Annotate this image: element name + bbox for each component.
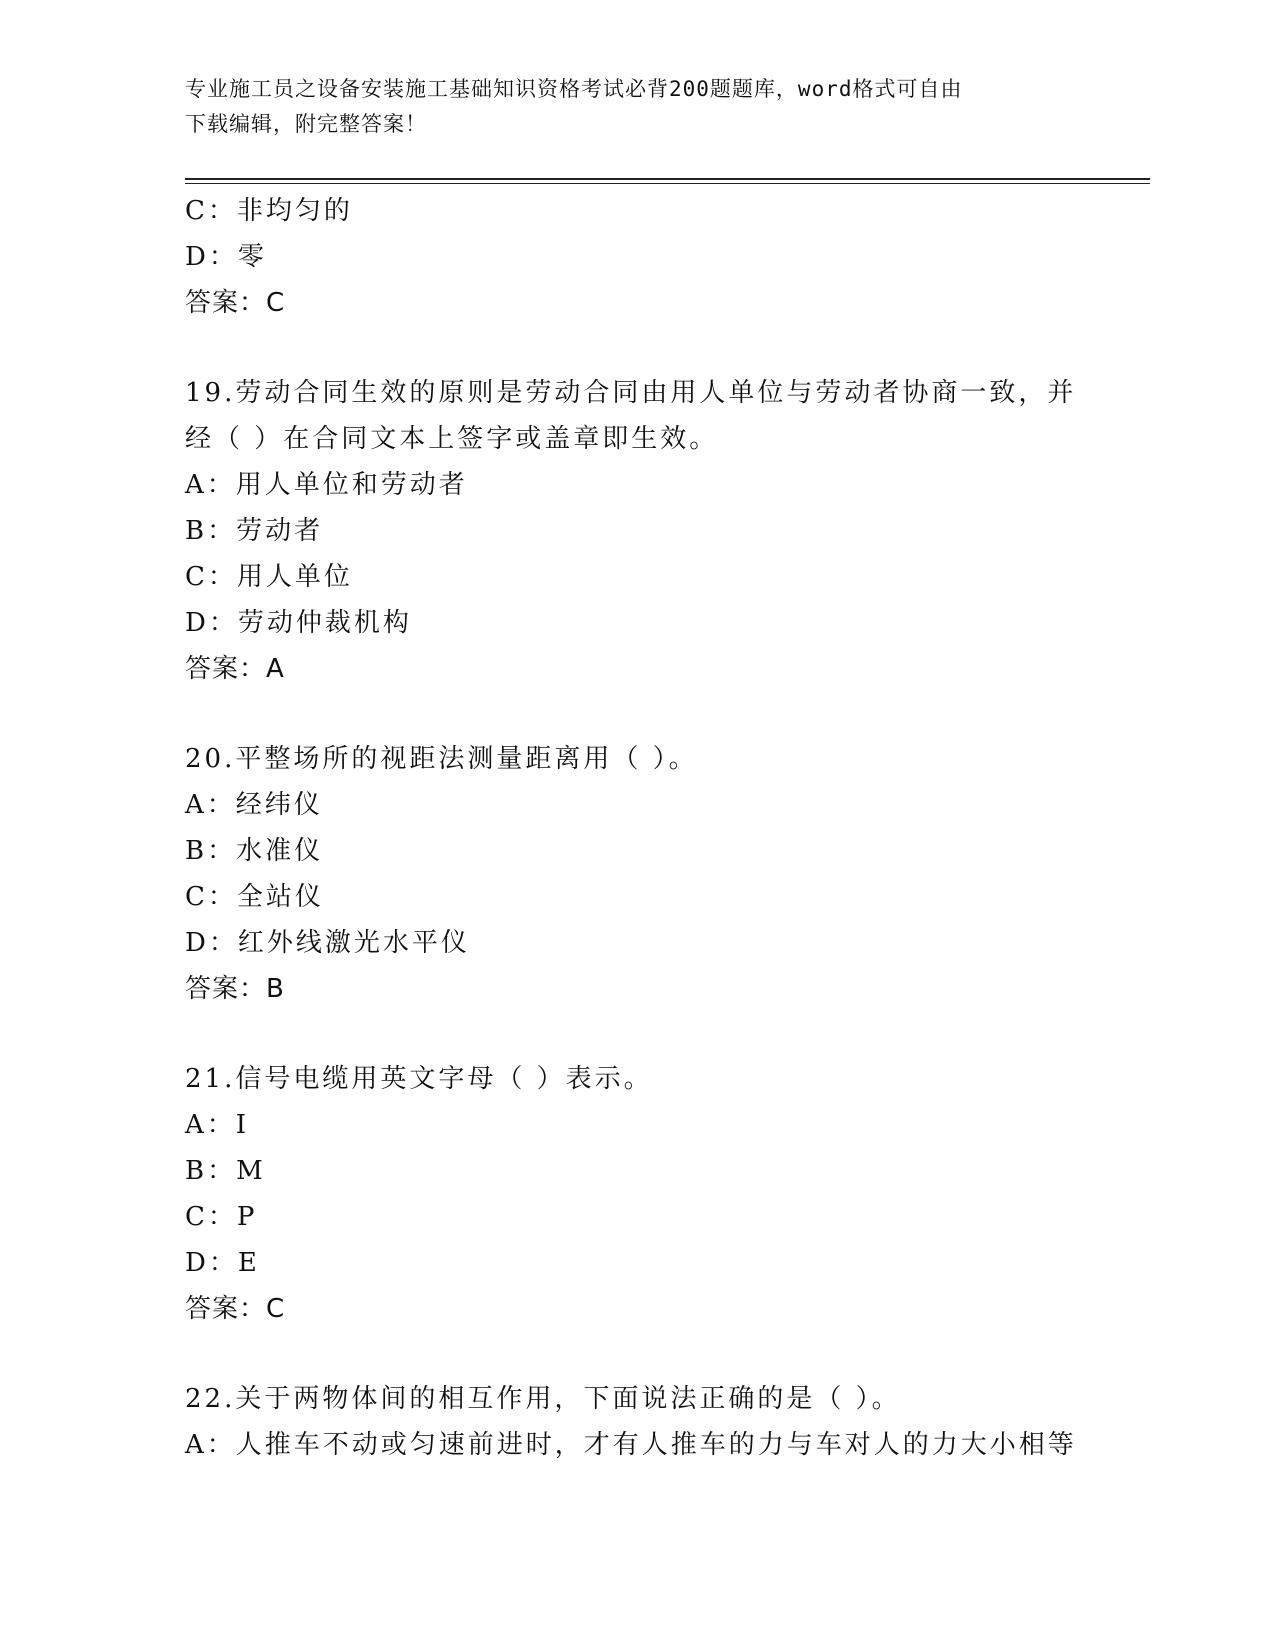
answer-line: 答案：C <box>185 288 286 318</box>
option-line: C：用人单位 <box>185 562 353 592</box>
option-line: D：劳动仲裁机构 <box>185 608 412 638</box>
spacer <box>185 692 1085 736</box>
page-header <box>185 72 1065 142</box>
option-line: D：红外线激光水平仪 <box>185 928 470 958</box>
spacer <box>185 1332 1085 1376</box>
question-stem: 21.信号电缆用英文字母（ ）表示。 <box>185 1064 653 1094</box>
question-body <box>185 188 1085 1468</box>
question-18-tail <box>185 188 1085 326</box>
question-19 <box>185 370 1085 692</box>
option-line: C：P <box>185 1202 258 1232</box>
option-line: C：全站仪 <box>185 882 324 912</box>
option-line: D：E <box>185 1248 260 1278</box>
option-line: A：I <box>185 1110 250 1140</box>
question-20 <box>185 736 1085 1012</box>
option-line: B：劳动者 <box>185 516 324 546</box>
answer-line: 答案：B <box>185 974 285 1004</box>
question-stem: 19.劳动合同生效的原则是劳动合同由用人单位与劳动者协商一致，并 <box>185 378 1077 408</box>
question-21 <box>185 1056 1085 1332</box>
answer-line: 答案：C <box>185 1294 286 1324</box>
header-rule-thin <box>185 183 1150 184</box>
option-line: A：用人单位和劳动者 <box>185 470 468 500</box>
option-line: C：非均匀的 <box>185 196 353 226</box>
spacer <box>185 1012 1085 1056</box>
option-line: A：人推车不动或匀速前进时，才有人推车的力与车对人的力大小相等 <box>185 1430 1077 1460</box>
header-line-1: 专业施工员之设备安装施工基础知识资格考试必背200题题库，word格式可自由 <box>185 77 963 101</box>
question-stem: 22.关于两物体间的相互作用，下面说法正确的是（ ）。 <box>185 1384 901 1414</box>
spacer <box>185 326 1085 370</box>
header-line-2: 下载编辑，附完整答案！ <box>185 112 427 136</box>
option-line: D：零 <box>185 242 267 272</box>
answer-line: 答案：A <box>185 654 285 684</box>
question-stem: 经（ ）在合同文本上签字或盖章即生效。 <box>185 424 719 454</box>
option-line: B：M <box>185 1156 266 1186</box>
question-22 <box>185 1376 1085 1468</box>
option-line: B：水准仪 <box>185 836 324 866</box>
header-rule-thick <box>185 178 1150 180</box>
question-stem: 20.平整场所的视距法测量距离用（ ）。 <box>185 744 698 774</box>
option-line: A：经纬仪 <box>185 790 323 820</box>
